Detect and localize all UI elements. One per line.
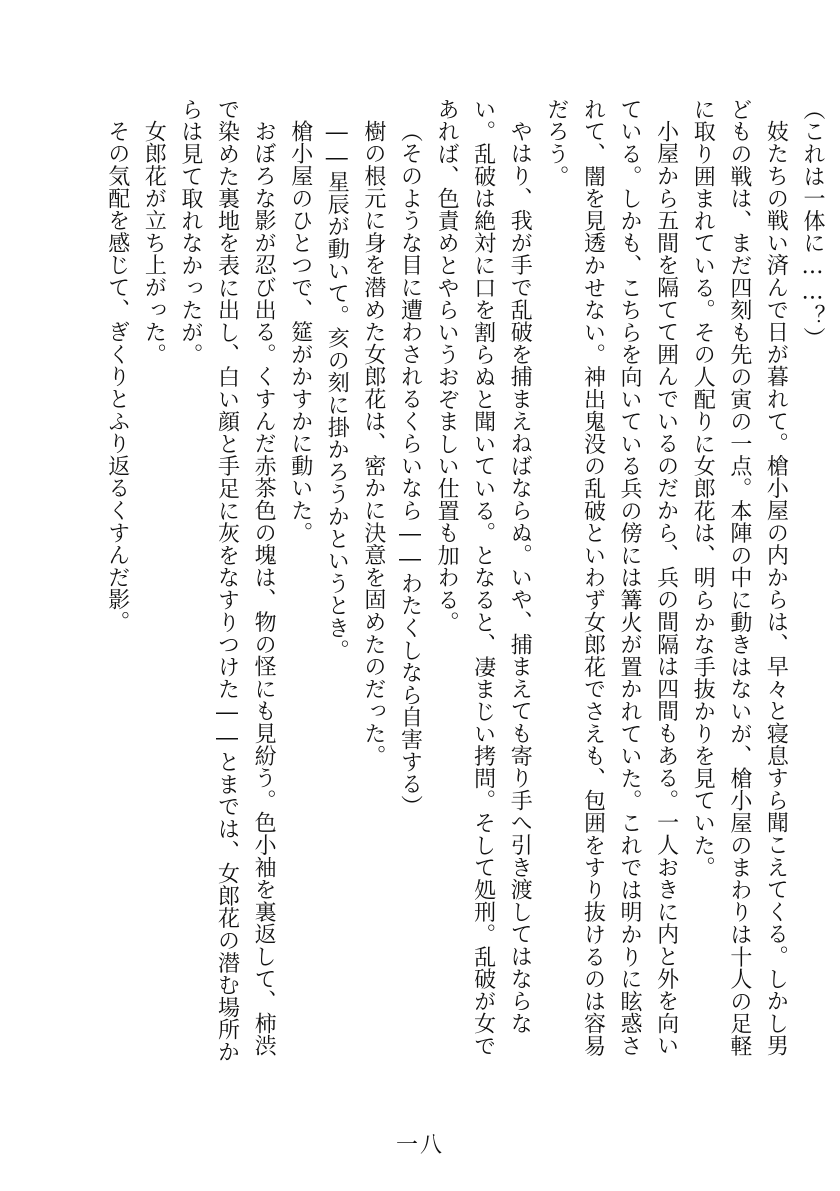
page-number: 一八 xyxy=(395,1133,444,1158)
paragraph: 小屋から五間を隔てて囲んでいるのだから、兵の間隔は四間もある。一人おきに内と外を向いている。しかも、こちらを向いている兵の傍には篝火が置かれていた。これでは明かりに眩惑されて、闇を見透かせない。神出鬼没の乱破といわず女郎花でさえも、包囲をすり抜けるのは容易だろう。 xyxy=(543,98,679,1057)
paragraph: （そのような目に遭わされるくらいなら――わたくしなら自害する） xyxy=(397,120,423,818)
paragraph: 妓たちの戦い済んで日が暮れて。槍小屋の内からは、早々と寝息すら聞こえてくる。しかし男どもの戦は、まだ四刻も先の寅の一点。本陣の中に動きはないが、槍小屋のまわりは十人の足軽に取り囲まれている。その人配りに女郎花は、明らかな手抜かりを見ていた。 xyxy=(690,98,789,1057)
paragraph: 女郎花が立ち上がった。 xyxy=(141,120,167,366)
paragraph: （これは一体に……？） xyxy=(800,98,825,350)
vertical-text-body xyxy=(98,98,830,1078)
paragraph: その気配を感じて、ぎくりとふり返るくすんだ影。 xyxy=(104,120,130,633)
paragraph: やはり、我が手で乱破を捕まえねばならぬ。いや、捕まえても寄り手へ引き渡してはならない。乱破は絶対に口を割らぬと聞いている。となると、凄まじい拷問。そして処刑。乱破が女であれば、色責めとやらいうおぞましい仕置も加わる。 xyxy=(434,98,533,1057)
paragraph: 槍小屋のひとつで、筵がかすかに動いた。 xyxy=(287,120,313,544)
paragraph: ――星辰が動いて。亥の刻に掛かろうかというとき。 xyxy=(324,120,350,662)
paragraph: おぼろな影が忍び出る。くすんだ赤茶色の塊は、物の怪にも見紛う。色小袖を裏返して、柿渋で染めた裏地を表に出し、白い顔と手足に灰をなすりつけた――とまでは、女郎花の潜む場所からは見て取れなかったが。 xyxy=(177,98,277,1063)
paragraph: 樹の根元に身を潜めた女郎花は、密かに決意を固めたのだった。 xyxy=(360,120,386,767)
